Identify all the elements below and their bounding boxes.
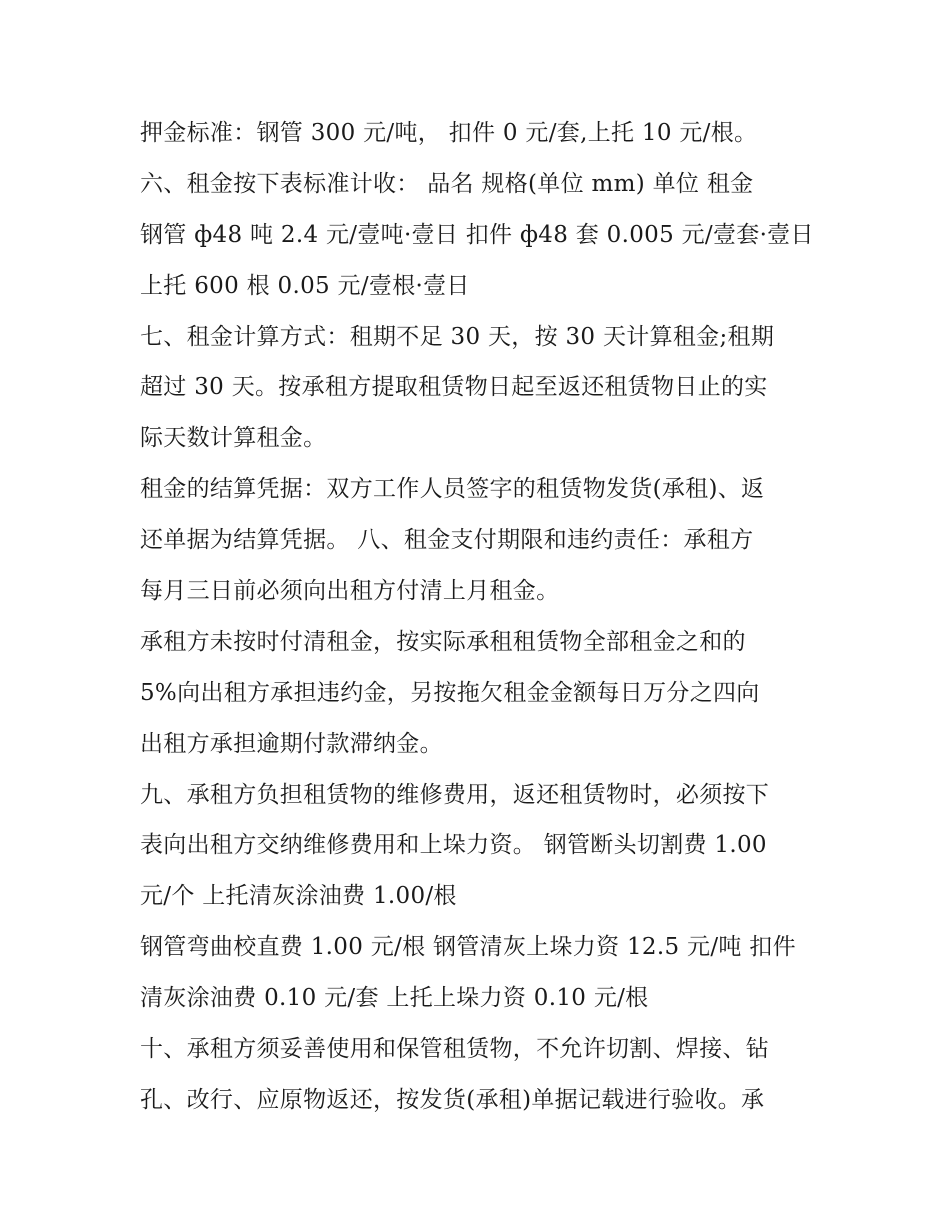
- text-line: 押金标准：钢管 300 元/吨， 扣件 0 元/套,上托 10 元/根。: [140, 120, 758, 146]
- text-line: 钢管 ф48 吨 2.4 元/壹吨·壹日 扣件 ф48 套 0.005 元/壹套·壹日: [140, 221, 814, 248]
- text-line: 5%向出租方承担违约金，另按拖欠租金金额每日万分之四向: [140, 679, 760, 706]
- text-line: 十、承租方须妥善使用和保管租赁物，不允许切割、焊接、钻: [140, 1036, 770, 1063]
- text-line: 每月三日前必须向出租方付清上月租金。: [140, 578, 560, 605]
- text-line: 承租方未按时付清租金，按实际承租租赁物全部租金之和的: [140, 628, 746, 655]
- document-body: [140, 108, 830, 1126]
- text-line: 租金的结算凭据：双方工作人员签字的租赁物发货(承租)、返: [140, 476, 765, 503]
- text-line: 清灰涂油费 0.10 元/套 上托上垛力资 0.10 元/根: [140, 985, 649, 1012]
- text-line: 元/个 上托清灰涂油费 1.00/根: [140, 883, 457, 910]
- text-line: 六、租金按下表标准计收： 品名 规格(单位 mm) 单位 租金: [140, 170, 754, 197]
- text-line: 还单据为结算凭据。 八、租金支付期限和违约责任：承租方: [140, 527, 754, 554]
- text-line: 际天数计算租金。: [140, 425, 327, 452]
- text-line: 超过 30 天。按承租方提取租赁物日起至返还租赁物日止的实: [140, 374, 768, 401]
- text-line: 孔、改行、应原物返还，按发货(承租)单据记载进行验收。承: [140, 1086, 765, 1113]
- text-line: 上托 600 根 0.05 元/壹根·壹日: [140, 272, 470, 299]
- text-line: 七、租金计算方式：租期不足 30 天，按 30 天计算租金;租期: [140, 323, 775, 350]
- text-line: 表向出租方交纳维修费用和上垛力资。 钢管断头切割费 1.00: [140, 832, 767, 859]
- text-line: 钢管弯曲校直费 1.00 元/根 钢管清灰上垛力资 12.5 元/吨 扣件: [140, 934, 796, 961]
- text-line: 出租方承担逾期付款滞纳金。: [140, 730, 443, 757]
- text-line: 九、承租方负担租赁物的维修费用，返还租赁物时，必须按下: [140, 781, 770, 808]
